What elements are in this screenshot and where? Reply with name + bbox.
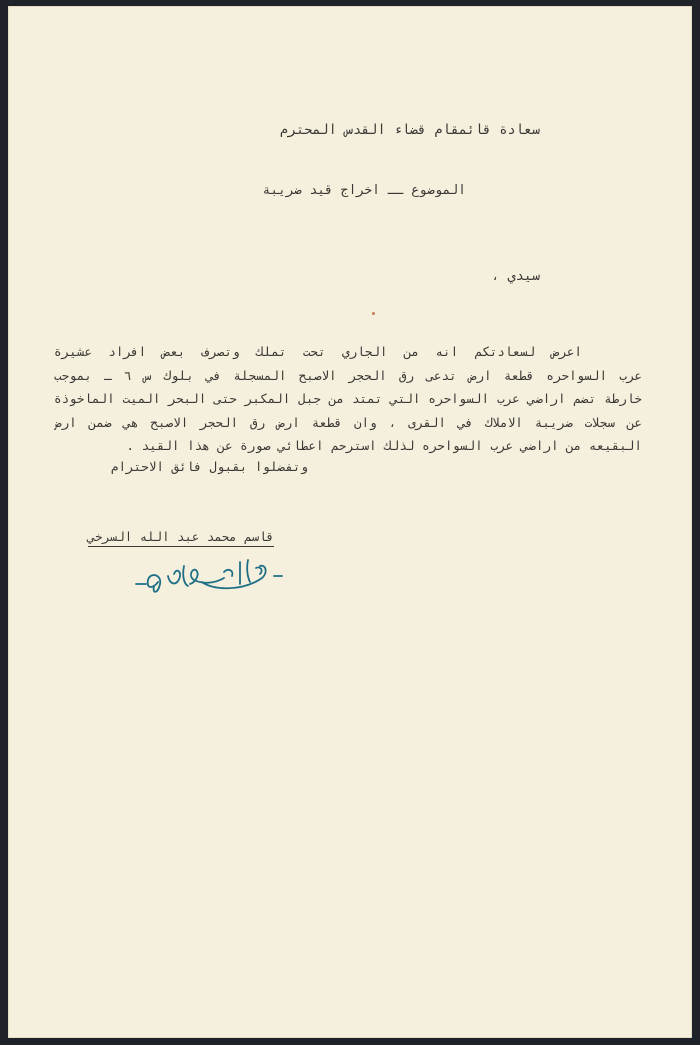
body-line: عرب السواحره قطعة ارض تدعى رق الحجر الاصبح المسجلة في بلوك س ٦ ـ بموجب (54, 367, 642, 383)
ink-dot (372, 312, 375, 315)
subject-line: الموضوع ــ اخراج قيد ضريبة (262, 183, 466, 198)
closing-line: وتفضلوا بقبول فائق الاحترام (110, 459, 308, 474)
body-line: البقيعه من اراضي عرب السواحره لذلك استرحم اعطائي صورة عن هذا القيد . (126, 438, 642, 454)
document-page (8, 6, 692, 1038)
salutation: سيدي ، (491, 268, 540, 284)
letter-body (54, 340, 642, 458)
body-line: اعرض لسعادتكم انه من الجاري تحت تملك وتصرف بعض افراد عشيرة (54, 344, 582, 359)
signature-strokes (136, 560, 282, 592)
addressee-line: سعادة قائمقام قضاء القدس المحترم (279, 122, 540, 138)
handwritten-signature (128, 554, 288, 598)
body-line: عن سجلات ضريبة الاملاك في القرى ، وان قطعة ارض رق الحجر الاصبح هي ضمن ارض (54, 414, 642, 430)
signatory-name: قاسم محمد عبد الله السرخي (88, 529, 275, 547)
body-line: خارطة تضم اراضي عرب السواحره التي تمتد من جبل المكبر حتى البحر الميت الماخوذة (54, 391, 642, 407)
